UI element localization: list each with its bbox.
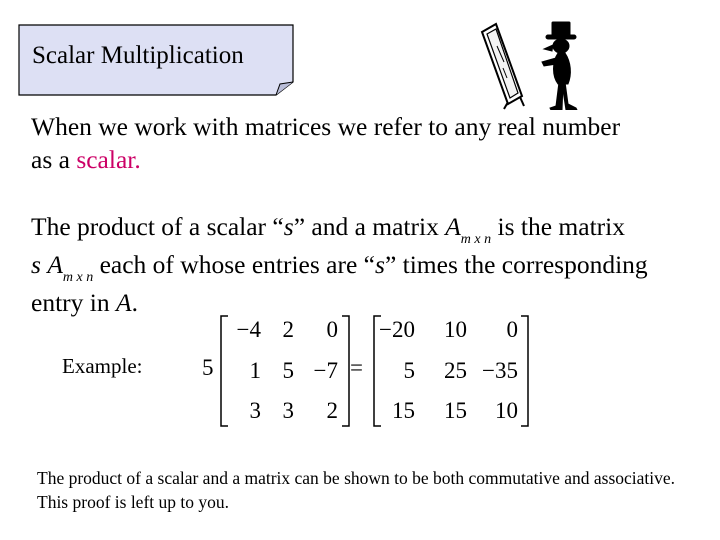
matrix-entry: 0 (326, 317, 338, 342)
matrix-entry: −7 (313, 358, 338, 383)
scalar-symbol: s (375, 250, 385, 279)
left-matrix-close-bracket (342, 316, 349, 426)
matrix-entry: 10 (444, 317, 467, 342)
matrix-entry: 1 (249, 358, 261, 383)
scalar-value: 5 (202, 355, 214, 380)
scalar-symbol: s (31, 250, 41, 279)
result-matrix-close-bracket (521, 316, 528, 426)
scalar-symbol: s (283, 212, 294, 241)
matrix-symbol: A (47, 250, 63, 279)
example-equation (196, 312, 536, 432)
example-label: Example: (62, 354, 143, 378)
matrix-entry: 5 (282, 358, 294, 383)
equals-sign: = (350, 355, 363, 380)
product-line-2 (31, 248, 648, 286)
matrix-entry: 0 (506, 317, 518, 342)
matrix-entry: −35 (482, 358, 518, 383)
definition-line-1: When we work with matrices we refer to any real number (31, 112, 621, 141)
matrix-entry: 15 (444, 398, 467, 423)
text: The product of a scalar “ (31, 212, 284, 241)
matrix-entry: 25 (444, 358, 467, 383)
matrix-entry: −4 (236, 317, 261, 342)
text: entry in (31, 288, 116, 317)
matrix-entry: 2 (282, 317, 294, 342)
clipart (476, 18, 586, 110)
text: . (131, 288, 138, 317)
left-matrix-open-bracket (221, 316, 228, 426)
footer-note: The product of a scalar and a matrix can be shown to be both commutative and associative. This proof is left up to you. (37, 468, 676, 512)
definition-paragraph (31, 110, 620, 176)
matrix-subscript: m x n (62, 270, 94, 285)
title-box (18, 24, 294, 96)
left-matrix (237, 317, 338, 423)
text: ” and a matrix (293, 212, 446, 241)
matrix-entry: 5 (403, 358, 415, 383)
matrix-entry: 2 (326, 398, 338, 423)
matrix-entry: 3 (282, 398, 294, 423)
matrix-symbol: A (115, 288, 132, 317)
result-matrix (379, 317, 518, 423)
text: each of whose entries are “ (93, 250, 375, 279)
text: as a (31, 145, 77, 174)
matrix-entry: −20 (379, 317, 415, 342)
matrix-symbol: A (445, 212, 461, 241)
matrix-entry: 3 (249, 398, 261, 423)
matrix-subscript: m x n (460, 232, 492, 247)
definition-line-2 (31, 143, 620, 176)
product-paragraph (31, 210, 648, 319)
text: is the matrix (491, 212, 625, 241)
matrix-entry: 15 (392, 398, 415, 423)
mirror-clipart-icon (482, 24, 524, 109)
top-hat-figure-clipart-icon (542, 22, 577, 110)
product-line-1 (31, 210, 648, 248)
scalar-term: scalar. (76, 145, 141, 174)
matrix-entry: 10 (495, 398, 518, 423)
text: ” times the corresponding (384, 250, 648, 279)
slide-title: Scalar Multiplication (32, 42, 244, 69)
